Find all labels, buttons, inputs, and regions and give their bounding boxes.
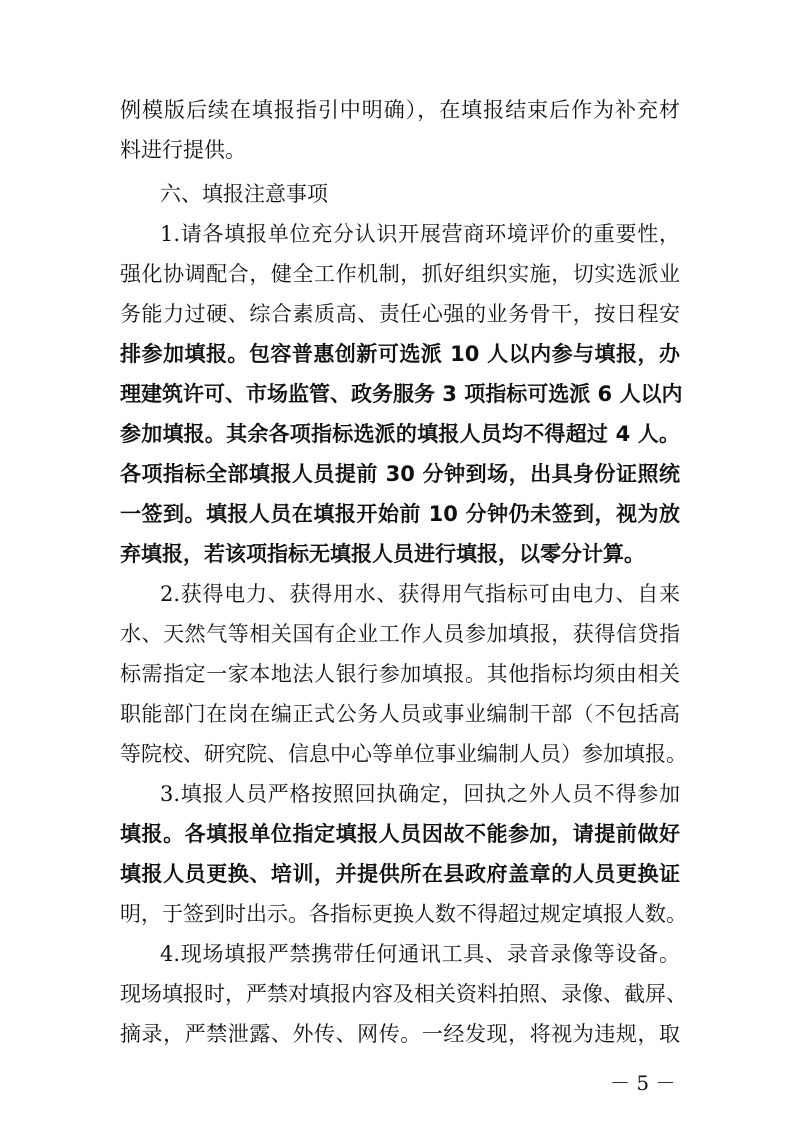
paragraph-line: 3.填报人员严格按照回执确定，回执之外人员不得参加 bbox=[160, 782, 680, 806]
paragraph-line: 职能部门在岗在编正式公务人员或事业编制干部（不包括高 bbox=[120, 702, 680, 726]
paragraph-line: 务能力过硬、综合素质高、责任心强的业务骨干，按日程安 bbox=[120, 302, 680, 326]
paragraph-line: 2.获得电力、获得用水、获得用气指标可由电力、自来 bbox=[160, 582, 680, 606]
paragraph-line: 料进行提供。 bbox=[120, 138, 246, 162]
section-heading: 六、填报注意事项 bbox=[160, 182, 328, 206]
page-number: － 5 － bbox=[610, 1071, 676, 1095]
paragraph-line: 现场填报时，严禁对填报内容及相关资料拍照、录像、截屏、 bbox=[120, 982, 687, 1006]
paragraph-line: 例模版后续在填报指引中明确），在填报结束后作为补充材 bbox=[120, 98, 680, 122]
paragraph-line: 标需指定一家本地法人银行参加填报。其他指标均须由相关 bbox=[120, 662, 680, 686]
paragraph-line: 摘录，严禁泄露、外传、网传。一经发现，将视为违规，取 bbox=[120, 1022, 680, 1046]
paragraph-line: 各项指标全部填报人员提前 30 分钟到场，出具身份证照统 bbox=[120, 462, 680, 486]
paragraph-line: 填报。各填报单位指定填报人员因故不能参加，请提前做好 bbox=[120, 822, 680, 846]
paragraph-line: 4.现场填报严禁携带任何通讯工具、录音录像等设备。 bbox=[160, 942, 680, 966]
paragraph-line: 排参加填报。包容普惠创新可选派 10 人以内参与填报，办 bbox=[120, 342, 680, 366]
paragraph-line: 强化协调配合，健全工作机制，抓好组织实施，切实选派业 bbox=[120, 262, 680, 286]
paragraph-line: 1.请各填报单位充分认识开展营商环境评价的重要性， bbox=[160, 222, 680, 246]
paragraph-line: 理建筑许可、市场监管、政务服务 3 项指标可选派 6 人以内 bbox=[120, 382, 683, 406]
paragraph-line: 一签到。填报人员在填报开始前 10 分钟仍未签到，视为放 bbox=[120, 502, 680, 526]
paragraph-line: 弃填报，若该项指标无填报人员进行填报，以零分计算。 bbox=[120, 542, 645, 566]
paragraph-line: 等院校、研究院、信息中心等单位事业编制人员）参加填报。 bbox=[120, 742, 687, 766]
paragraph-line: 明，于签到时出示。各指标更换人数不得超过规定填报人数。 bbox=[120, 902, 687, 926]
paragraph-line: 水、天然气等相关国有企业工作人员参加填报，获得信贷指 bbox=[120, 622, 680, 646]
paragraph-line: 参加填报。其余各项指标选派的填报人员均不得超过 4 人。 bbox=[120, 422, 680, 446]
paragraph-line: 填报人员更换、培训，并提供所在县政府盖章的人员更换证 bbox=[120, 862, 680, 886]
